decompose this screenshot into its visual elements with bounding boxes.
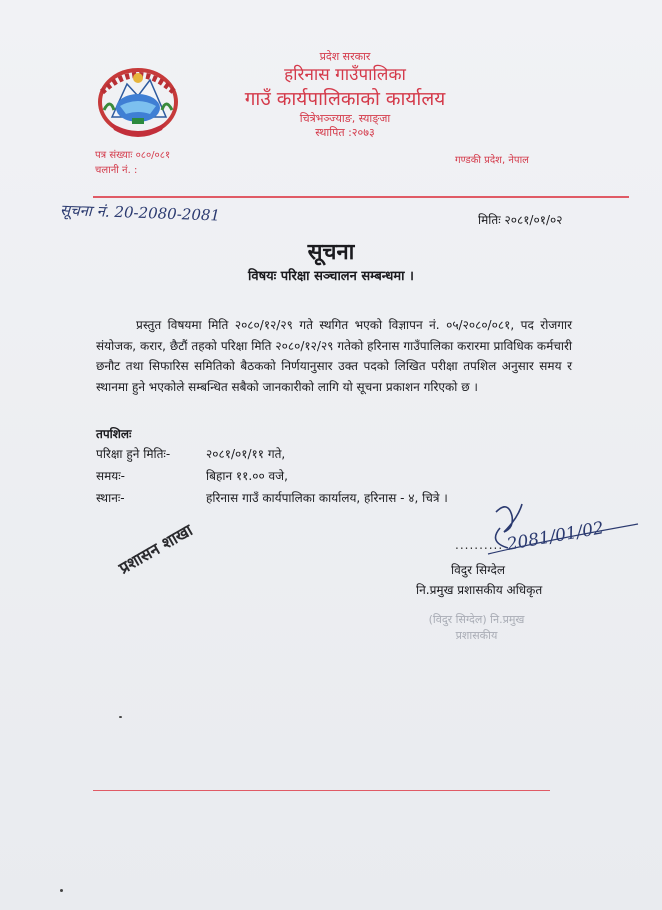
patra-sankhya: पत्र संख्याः ०८०/०८१ <box>95 150 171 161</box>
paper-speck <box>119 716 122 718</box>
paper-speck <box>60 889 63 892</box>
details-heading: तपशिलः <box>96 427 132 441</box>
nepal-emblem-icon <box>92 62 184 142</box>
header-line-address: चित्रेभञ्ज्याङ, स्याङ्जा <box>299 112 391 125</box>
notice-date: मितिः २०८१/०१/०२ <box>478 213 563 227</box>
department-stamp: प्रशासन शाखा <box>115 520 196 578</box>
header-line-government: प्रदेश सरकार <box>319 50 371 63</box>
handwritten-reference: सूचना नं. 20-2080-2081 <box>59 201 221 225</box>
header-line-office: गाउँ कार्यपालिकाको कार्यालय <box>244 88 446 110</box>
reference-block <box>95 148 170 178</box>
signatory-name: विदुर सिग्देल <box>451 563 505 577</box>
signature-date: 2081/01/02 <box>505 518 606 555</box>
detail-label: समयः- <box>96 469 126 483</box>
notice-body: प्रस्तुत विषयमा मिति २०८०/१२/२९ गते स्थगित भएको विज्ञापन नं. ०५/२०८०/०८१, पद रोजगार संयोजक, करार, छैटौं तहको परिक्षा मिति २०८०/१२/२९ गतेको हरिनास गाउँपालिका करारमा प्राविधिक कर्मचारी छनौट तथा सिफारिस समितिको बैठकको निर्णयानुसार उक्त पदको लिखित परीक्षा तपशिल अनुसार समय र स्थानमा हुने भएकोले सम्बन्धित सबैको जानकारीको लागि यो सूचना प्रकाशन गरिएको छ । <box>96 318 572 394</box>
footer-divider <box>93 790 550 791</box>
handwritten-signature <box>478 498 646 568</box>
notice-subject: विषयः परिक्षा सञ्चालन सम्बन्धमा । <box>247 269 414 284</box>
detail-value: २०८१/०१/११ गते, <box>206 447 286 461</box>
signature-dots: .......... <box>455 538 504 552</box>
header-line-established: स्थापित :२०७३ <box>315 126 375 139</box>
letterhead <box>200 50 490 140</box>
notice-title: सूचना <box>307 240 355 265</box>
detail-label: स्थानः- <box>96 491 125 505</box>
detail-value: हरिनास गाउँ कार्यपालिका कार्यालय, हरिनास - ४, चित्रे । <box>206 491 448 505</box>
header-divider <box>93 196 629 198</box>
header-line-municipality: हरिनास गाउँपालिका <box>284 65 406 85</box>
chalani-number: चलानी नं. : <box>95 165 138 176</box>
faint-name-stamp: (विदुर सिग्देल) नि.प्रमुख प्रशासकीय <box>428 613 525 642</box>
detail-value: बिहान ११.०० वजे, <box>206 469 288 483</box>
detail-label: परिक्षा हुने मितिः- <box>96 447 171 461</box>
province-label: गण्डकी प्रदेश, नेपाल <box>455 155 529 166</box>
signatory-title: नि.प्रमुख प्रशासकीय अधिकृत <box>416 583 543 597</box>
